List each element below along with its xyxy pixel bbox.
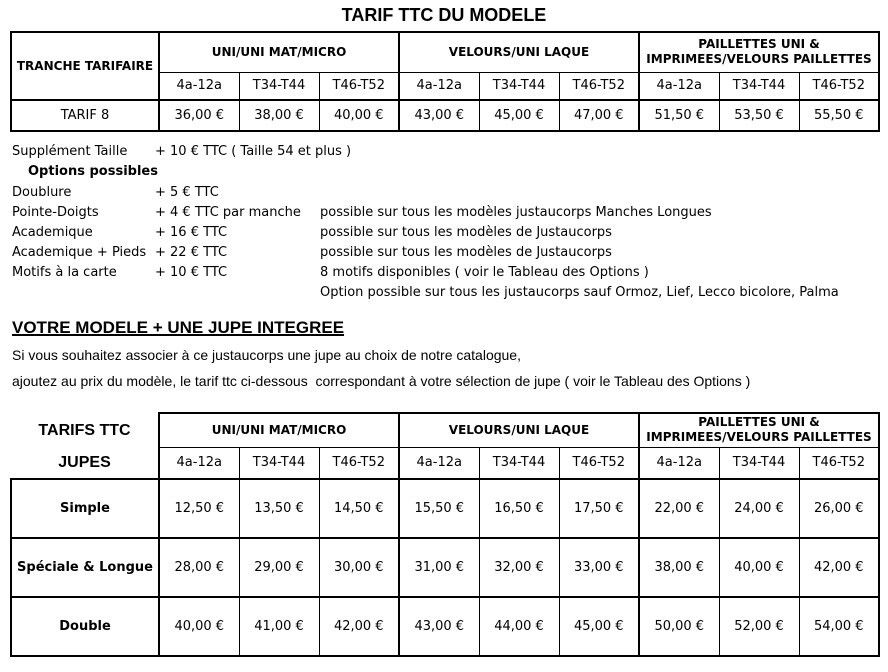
price-cell: 38,00 € [239,100,319,131]
option-note: 8 motifs disponibles ( voir le Tableau des Options ) [320,264,649,280]
size-header-cell: T34-T44 [479,447,559,479]
price-cell: 51,50 € [639,100,719,131]
size-header-cell: 4a-12a [159,447,239,479]
option-label: Pointe-Doigts [12,204,99,220]
price-cell: 55,50 € [799,100,879,131]
options-heading: Options possibles [28,164,158,179]
option-price: + 22 € TTC [155,244,228,260]
group-header-cell: UNI/UNI MAT/MICRO [159,413,399,447]
model-table-row-header: TRANCHE TARIFAIRE [11,32,159,100]
model-price-table [10,31,880,132]
size-header-cell: T46-T52 [559,72,639,100]
price-cell: 26,00 € [799,479,879,538]
jupes-table-row-header-line1: TARIFS TTC [38,421,131,439]
row-label-cell: Double [11,597,159,656]
price-cell: 28,00 € [159,538,239,597]
size-header-cell: T34-T44 [239,72,319,100]
option-row [12,182,888,202]
supplement-row [12,141,888,161]
option-price: + 4 € TTC par manche [155,204,301,220]
size-header-cell: T34-T44 [719,447,799,479]
size-header-cell: 4a-12a [159,72,239,100]
price-cell: 53,50 € [719,100,799,131]
price-cell: 43,00 € [399,597,479,656]
jupe-section-heading: VOTRE MODELE + UNE JUPE INTEGREE [12,318,345,337]
price-cell: 15,50 € [399,479,479,538]
price-cell: 16,50 € [479,479,559,538]
option-label: Academique + Pieds [12,244,147,260]
option-row [12,282,888,302]
size-header-cell: T34-T44 [239,447,319,479]
jupes-table-row-header [11,413,159,479]
option-note: Option possible sur tous les justaucorps sauf Ormoz, Lief, Lecco bicolore, Palma [320,284,839,300]
size-header-cell: 4a-12a [639,72,719,100]
jupes-table-row-header-line2: JUPES [58,453,111,471]
size-header-cell: 4a-12a [399,72,479,100]
price-cell: 22,00 € [639,479,719,538]
price-cell: 40,00 € [159,597,239,656]
size-header-cell: T34-T44 [479,72,559,100]
option-label: Academique [12,224,93,240]
option-row [12,242,888,262]
price-cell: 45,00 € [479,100,559,131]
option-price: + 10 € TTC [155,264,228,280]
row-label-cell: TARIF 8 [11,100,159,131]
jupe-section-line1: Si vous souhaitez associer à ce justaucorps une jupe au choix de notre catalogue, [12,347,521,363]
size-header-cell: 4a-12a [399,447,479,479]
price-cell: 29,00 € [239,538,319,597]
row-label-cell: Simple [11,479,159,538]
price-cell: 13,50 € [239,479,319,538]
price-cell: 38,00 € [639,538,719,597]
group-header-cell: PAILLETTES UNI & IMPRIMEES/VELOURS PAILLETTES [639,32,879,72]
option-row [12,222,888,242]
option-row [12,262,888,282]
price-cell: 12,50 € [159,479,239,538]
option-price: + 5 € TTC [155,184,219,200]
price-cell: 33,00 € [559,538,639,597]
price-cell: 17,50 € [559,479,639,538]
price-cell: 42,00 € [319,597,399,656]
price-cell: 40,00 € [319,100,399,131]
size-header-cell: 4a-12a [639,447,719,479]
option-note: possible sur tous les modèles de Justaucorps [320,244,612,260]
price-cell: 45,00 € [559,597,639,656]
price-cell: 50,00 € [639,597,719,656]
option-note: possible sur tous les modèles de Justaucorps [320,224,612,240]
price-cell: 14,50 € [319,479,399,538]
price-cell: 47,00 € [559,100,639,131]
size-header-cell: T46-T52 [799,72,879,100]
jupes-price-table [10,412,880,657]
price-cell: 40,00 € [719,538,799,597]
price-cell: 32,00 € [479,538,559,597]
size-header-cell: T46-T52 [319,447,399,479]
price-cell: 41,00 € [239,597,319,656]
price-cell: 43,00 € [399,100,479,131]
size-header-cell: T34-T44 [719,72,799,100]
size-header-cell: T46-T52 [319,72,399,100]
option-price: + 16 € TTC [155,224,228,240]
price-cell: 30,00 € [319,538,399,597]
size-header-cell: T46-T52 [559,447,639,479]
page-title: TARIF TTC DU MODELE [341,5,547,25]
size-header-cell: T46-T52 [799,447,879,479]
price-cell: 52,00 € [719,597,799,656]
group-header-cell: UNI/UNI MAT/MICRO [159,32,399,72]
group-header-cell: PAILLETTES UNI & IMPRIMEES/VELOURS PAILLETTES [639,413,879,447]
price-cell: 54,00 € [799,597,879,656]
supplement-price: + 10 € TTC ( Taille 54 et plus ) [155,143,352,159]
price-cell: 31,00 € [399,538,479,597]
option-label: Doublure [12,184,72,200]
option-label: Motifs à la carte [12,264,117,280]
option-row [12,202,888,222]
options-section [12,141,888,302]
price-cell: 44,00 € [479,597,559,656]
price-cell: 36,00 € [159,100,239,131]
price-cell: 42,00 € [799,538,879,597]
row-label-cell: Spéciale & Longue [11,538,159,597]
supplement-label: Supplément Taille [12,143,128,159]
option-note: possible sur tous les modèles justaucorps Manches Longues [320,204,712,220]
group-header-cell: VELOURS/UNI LAQUE [399,413,639,447]
price-cell: 24,00 € [719,479,799,538]
jupe-section-line2: ajoutez au prix du modèle, le tarif ttc ci-dessous correspondant à votre sélection de jupe ( voir le Tableau des Options ) [12,373,751,389]
group-header-cell: VELOURS/UNI LAQUE [399,32,639,72]
